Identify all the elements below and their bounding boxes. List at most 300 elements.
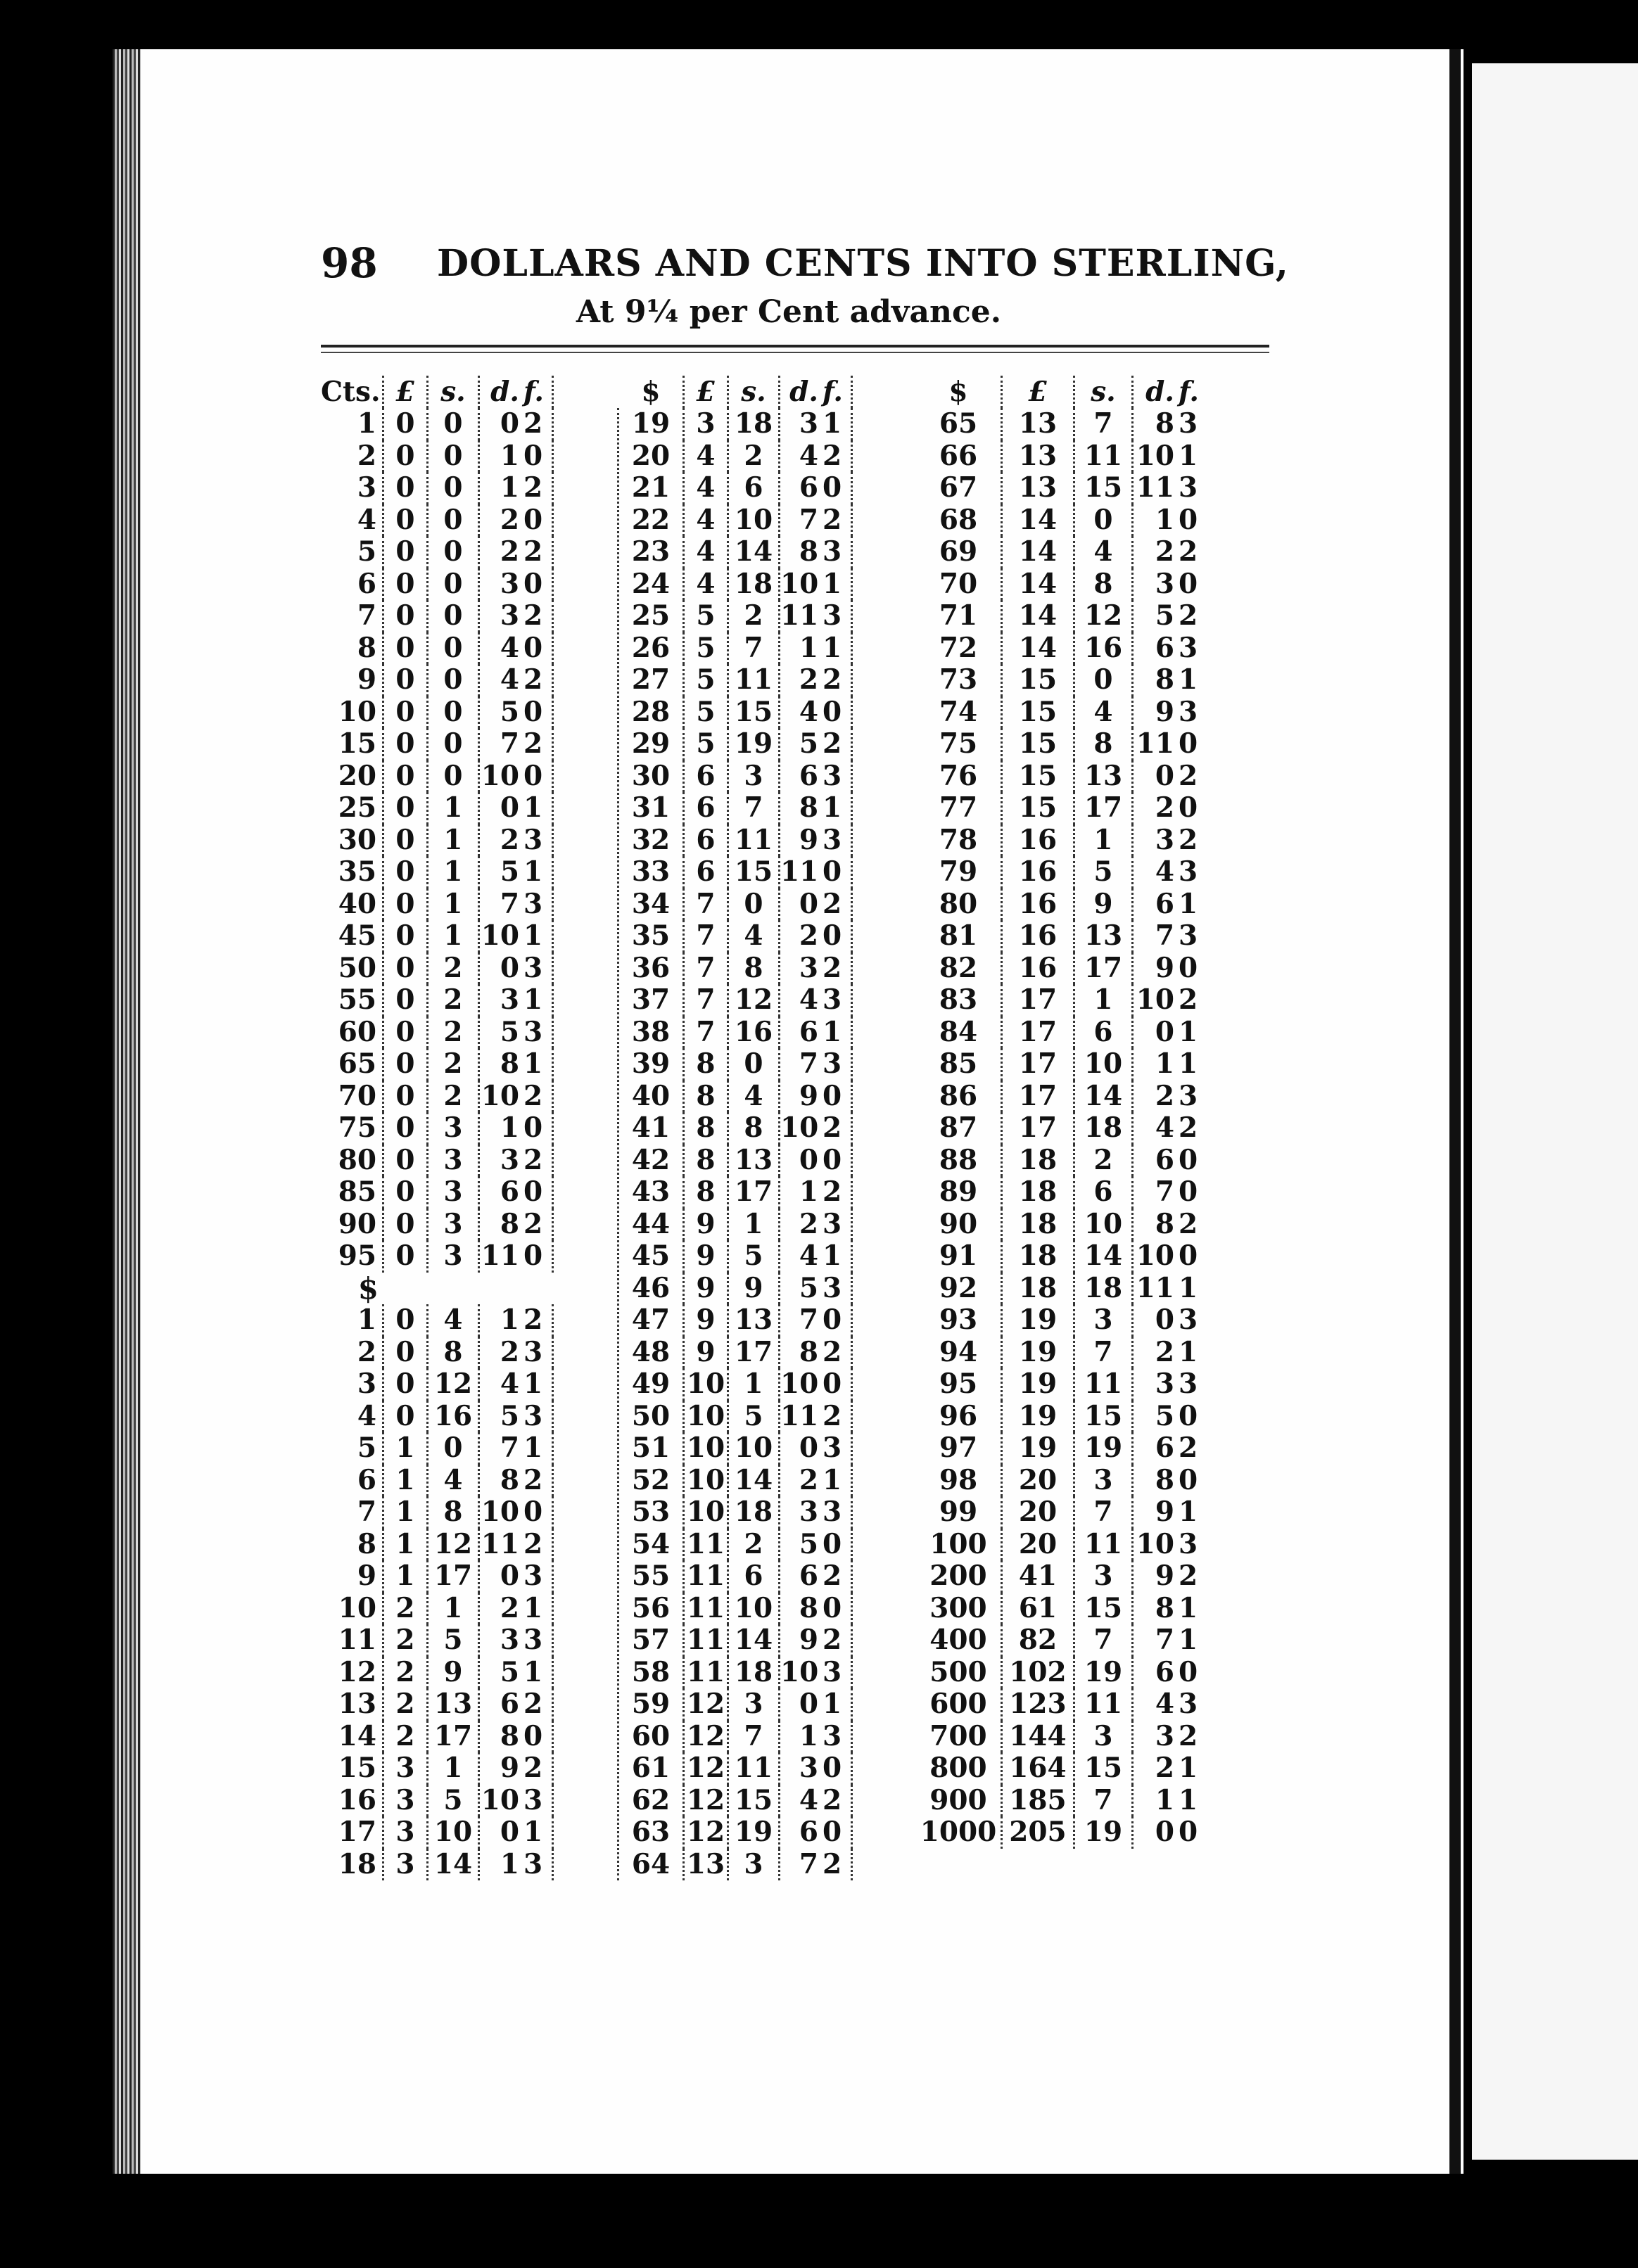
col-header-shillings: s. xyxy=(428,376,480,408)
amount-cell: 99 xyxy=(916,1496,1003,1529)
table-row xyxy=(321,1145,554,1177)
pence-cell: 7 xyxy=(500,1432,519,1464)
farthings-cell: 3 xyxy=(523,1849,554,1881)
amount-cell: 54 xyxy=(619,1529,685,1561)
table-row xyxy=(916,1593,1207,1625)
table-row xyxy=(916,792,1207,824)
pounds-cell: 14 xyxy=(1003,536,1075,568)
farthings-cell: 2 xyxy=(523,664,554,696)
farthings-cell: 0 xyxy=(523,1176,554,1209)
farthings-cell: 2 xyxy=(823,1112,853,1145)
shillings-cell: 13 xyxy=(1075,920,1134,953)
farthings-cell: 0 xyxy=(823,696,853,729)
pounds-cell: 20 xyxy=(1003,1496,1075,1529)
pounds-cell: 5 xyxy=(685,696,729,729)
pence-cell: 0 xyxy=(1155,1816,1174,1848)
amount-cell: 73 xyxy=(916,664,1003,696)
shillings-cell: 8 xyxy=(1075,728,1134,760)
pence-cell: 8 xyxy=(799,535,818,568)
table-row xyxy=(916,760,1207,793)
pounds-cell: 11 xyxy=(685,1624,729,1657)
pounds-cell: 9 xyxy=(685,1209,729,1241)
table-row xyxy=(321,728,554,760)
shillings-cell: 2 xyxy=(428,984,480,1017)
pounds-cell: 14 xyxy=(1003,600,1075,632)
pence-cell: 6 xyxy=(1155,1655,1174,1688)
shillings-cell: 14 xyxy=(1075,1240,1134,1273)
amount-cell: 18 xyxy=(321,1849,384,1881)
table-row xyxy=(321,664,554,696)
farthings-cell: 2 xyxy=(523,408,554,440)
amount-cell: 35 xyxy=(619,920,685,953)
pence-cell: 9 xyxy=(1155,695,1174,728)
farthings-cell: 1 xyxy=(1179,1783,1198,1816)
pence-cell: 1 xyxy=(799,1719,818,1752)
amount-cell: 5 xyxy=(321,1432,384,1465)
farthings-cell: 3 xyxy=(823,1209,853,1241)
col-header-cts: Cts. xyxy=(321,376,384,408)
table-row xyxy=(916,536,1207,568)
amount-cell: 41 xyxy=(619,1112,685,1145)
shillings-cell: 11 xyxy=(1075,1368,1134,1401)
farthings-cell: 3 xyxy=(1179,631,1198,664)
amount-cell: 95 xyxy=(321,1240,384,1273)
amount-cell: 55 xyxy=(619,1560,685,1593)
shillings-cell: 5 xyxy=(729,1401,780,1433)
shillings-cell: 0 xyxy=(428,568,480,601)
pence-cell: 8 xyxy=(1155,1463,1174,1496)
pence-cell: 7 xyxy=(1155,919,1174,952)
table-row xyxy=(619,1209,853,1241)
amount-cell: 500 xyxy=(916,1657,1003,1689)
farthings-cell: 3 xyxy=(1179,695,1198,728)
pounds-cell: 9 xyxy=(685,1273,729,1305)
pounds-cell: 0 xyxy=(384,664,428,696)
pence-cell: 1 xyxy=(500,471,519,504)
farthings-cell: 0 xyxy=(1179,503,1198,536)
shillings-cell: 18 xyxy=(1075,1273,1134,1305)
pence-cell: 9 xyxy=(1155,951,1174,984)
col-header-dollars: $ xyxy=(916,376,1003,408)
shillings-cell: 12 xyxy=(1075,600,1134,632)
pounds-cell: 1 xyxy=(384,1560,428,1593)
farthings-cell: 2 xyxy=(523,1465,554,1497)
pence-cell: 9 xyxy=(1155,1496,1174,1528)
amount-cell: 4 xyxy=(321,504,384,537)
shillings-cell: 19 xyxy=(1075,1657,1134,1689)
pounds-cell: 0 xyxy=(384,568,428,601)
shillings-cell: 0 xyxy=(428,760,480,793)
column-gap xyxy=(853,408,916,1880)
pounds-cell: 0 xyxy=(384,1048,428,1081)
pounds-cell: 3 xyxy=(384,1752,428,1785)
table-row xyxy=(916,568,1207,601)
shillings-cell: 19 xyxy=(1075,1432,1134,1465)
amount-cell: 63 xyxy=(619,1816,685,1849)
table-row xyxy=(916,1081,1207,1113)
amount-cell: 87 xyxy=(916,1112,1003,1145)
pence-cell: 0 xyxy=(500,1816,519,1848)
farthings-cell: 0 xyxy=(1179,1176,1198,1208)
pounds-cell: 10 xyxy=(685,1368,729,1401)
pence-cell: 7 xyxy=(500,727,519,760)
pence-cell: 8 xyxy=(500,1207,519,1240)
farthings-cell: 3 xyxy=(1179,1079,1198,1112)
table-body xyxy=(321,408,1269,1880)
table-row xyxy=(321,1240,554,1273)
amount-cell: 37 xyxy=(619,984,685,1017)
amount-cell: 8 xyxy=(321,1529,384,1561)
farthings-cell: 2 xyxy=(823,440,853,473)
pounds-cell: 16 xyxy=(1003,824,1075,857)
shillings-cell: 2 xyxy=(729,440,780,473)
farthings-cell: 0 xyxy=(1179,791,1198,824)
amount-cell: 47 xyxy=(619,1304,685,1337)
table-row xyxy=(321,1529,554,1561)
pounds-cell: 2 xyxy=(384,1721,428,1753)
pounds-cell: 20 xyxy=(1003,1529,1075,1561)
shillings-cell: 2 xyxy=(428,953,480,985)
amount-cell: 64 xyxy=(619,1849,685,1881)
shillings-cell: 12 xyxy=(428,1368,480,1401)
shillings-cell: 10 xyxy=(729,1432,780,1465)
table-row xyxy=(916,1112,1207,1145)
farthings-cell: 3 xyxy=(523,1017,554,1049)
shillings-cell: 18 xyxy=(729,1496,780,1529)
pounds-cell: 0 xyxy=(384,888,428,921)
pence-cell: 2 xyxy=(1155,1079,1174,1112)
pence-cell: 5 xyxy=(799,727,818,760)
shillings-cell: 0 xyxy=(428,664,480,696)
amount-cell: 44 xyxy=(619,1209,685,1241)
table-row xyxy=(321,1657,554,1689)
amount-cell: 82 xyxy=(916,953,1003,985)
table-row xyxy=(916,1145,1207,1177)
col-header-farthings: f. xyxy=(823,376,853,408)
pence-cell: 10 xyxy=(1136,439,1174,472)
shillings-cell: 18 xyxy=(1075,1112,1134,1145)
pounds-cell: 16 xyxy=(1003,953,1075,985)
pounds-cell: 8 xyxy=(685,1145,729,1177)
shillings-cell: 3 xyxy=(428,1209,480,1241)
shillings-cell: 0 xyxy=(428,440,480,473)
shillings-cell: 6 xyxy=(1075,1176,1134,1209)
amount-cell: 86 xyxy=(916,1081,1003,1113)
table-row xyxy=(916,1465,1207,1497)
table-row xyxy=(321,1721,554,1753)
amount-cell: 74 xyxy=(916,696,1003,729)
col-header-dollars: $ xyxy=(619,376,685,408)
pence-cell: 10 xyxy=(1136,1240,1174,1272)
amount-cell: 600 xyxy=(916,1688,1003,1721)
farthings-cell: 2 xyxy=(823,1401,853,1433)
amount-cell: 67 xyxy=(916,472,1003,504)
shillings-cell: 5 xyxy=(428,1624,480,1657)
pounds-cell: 4 xyxy=(685,504,729,537)
farthings-cell: 1 xyxy=(823,792,853,824)
table-row xyxy=(321,568,554,601)
farthings-cell: 3 xyxy=(823,1657,853,1689)
shillings-cell: 2 xyxy=(428,1081,480,1113)
amount-cell: 81 xyxy=(916,920,1003,953)
shillings-cell: 4 xyxy=(729,920,780,953)
table-row xyxy=(321,888,554,921)
table-row xyxy=(916,953,1207,985)
shillings-cell: 0 xyxy=(428,536,480,568)
table-row xyxy=(619,536,853,568)
amount-cell: 50 xyxy=(619,1401,685,1433)
table-row xyxy=(619,1017,853,1049)
farthings-cell: 1 xyxy=(1179,1047,1198,1080)
table-row xyxy=(321,856,554,888)
farthings-cell: 3 xyxy=(823,1273,853,1305)
table-row xyxy=(321,408,554,440)
farthings-cell: 2 xyxy=(1179,823,1198,856)
pounds-cell: 12 xyxy=(685,1688,729,1721)
farthings-cell: 2 xyxy=(523,536,554,568)
pounds-cell: 4 xyxy=(685,536,729,568)
pence-cell: 8 xyxy=(799,791,818,824)
table-row xyxy=(321,1112,554,1145)
farthings-cell: 0 xyxy=(1179,1463,1198,1496)
table-row xyxy=(619,696,853,729)
pounds-cell: 10 xyxy=(685,1401,729,1433)
table-row xyxy=(916,1752,1207,1785)
amount-cell: 30 xyxy=(321,824,384,857)
pence-cell: 5 xyxy=(1155,1399,1174,1432)
farthings-cell: 3 xyxy=(823,1721,853,1753)
amount-cell: 6 xyxy=(321,568,384,601)
pounds-cell: 8 xyxy=(685,1176,729,1209)
shillings-cell: 1 xyxy=(1075,824,1134,857)
shillings-cell: 5 xyxy=(1075,856,1134,888)
pence-cell: 4 xyxy=(1155,855,1174,888)
table-row xyxy=(619,1688,853,1721)
pence-cell: 7 xyxy=(799,1304,818,1336)
pounds-cell: 13 xyxy=(1003,408,1075,440)
farthings-cell: 2 xyxy=(1179,983,1198,1016)
pounds-cell: 15 xyxy=(1003,664,1075,696)
amount-cell: 52 xyxy=(619,1465,685,1497)
pounds-cell: 11 xyxy=(685,1657,729,1689)
farthings-cell: 1 xyxy=(1179,1591,1198,1624)
table-row xyxy=(619,440,853,473)
pence-cell: 4 xyxy=(1155,1111,1174,1144)
farthings-cell: 0 xyxy=(823,856,853,888)
table-row xyxy=(619,1496,853,1529)
farthings-cell: 0 xyxy=(823,920,853,953)
col-header-farthings: f. xyxy=(1179,376,1199,408)
pence-cell: 5 xyxy=(799,1527,818,1560)
amount-cell: 57 xyxy=(619,1624,685,1657)
amount-cell: 42 xyxy=(619,1145,685,1177)
pounds-cell: 0 xyxy=(384,600,428,632)
pounds-cell: 6 xyxy=(685,760,729,793)
table-row xyxy=(619,408,853,440)
pence-cell: 5 xyxy=(500,1655,519,1688)
pounds-cell: 0 xyxy=(384,1240,428,1273)
pence-cell: 3 xyxy=(799,951,818,984)
table-row xyxy=(321,1017,554,1049)
shillings-cell: 10 xyxy=(1075,1209,1134,1241)
farthings-cell: 3 xyxy=(823,600,853,632)
farthings-cell: 3 xyxy=(523,1785,554,1817)
pounds-cell: 4 xyxy=(685,472,729,504)
amount-cell: 100 xyxy=(916,1529,1003,1561)
amount-cell: 28 xyxy=(619,696,685,729)
farthings-cell: 3 xyxy=(1179,1688,1198,1720)
amount-cell: 5 xyxy=(321,536,384,568)
table-row xyxy=(321,1304,554,1337)
shillings-cell: 16 xyxy=(729,1017,780,1049)
shillings-cell: 15 xyxy=(729,696,780,729)
amount-cell: 31 xyxy=(619,792,685,824)
farthings-cell: 3 xyxy=(523,1337,554,1369)
table-row xyxy=(916,1624,1207,1657)
col-header-pounds: £ xyxy=(685,376,729,408)
shillings-cell: 7 xyxy=(1075,1496,1134,1529)
shillings-cell: 7 xyxy=(729,632,780,665)
pounds-cell: 5 xyxy=(685,632,729,665)
shillings-cell: 2 xyxy=(428,1017,480,1049)
farthings-cell: 0 xyxy=(1179,951,1198,984)
table-row xyxy=(619,1401,853,1433)
table-row xyxy=(916,440,1207,473)
shillings-cell: 15 xyxy=(729,856,780,888)
amount-cell: 7 xyxy=(321,1496,384,1529)
amount-cell: 62 xyxy=(619,1785,685,1817)
farthings-cell: 2 xyxy=(1179,1432,1198,1464)
farthings-cell: 2 xyxy=(1179,1111,1198,1144)
table-row xyxy=(321,1209,554,1241)
pounds-cell: 0 xyxy=(384,632,428,665)
running-title: DOLLARS AND CENTS INTO STERLING, xyxy=(437,242,1289,285)
column-group-cents-dollars xyxy=(321,408,554,1880)
amount-cell: 34 xyxy=(619,888,685,921)
shillings-cell: 9 xyxy=(1075,888,1134,921)
shillings-cell: 1 xyxy=(428,1752,480,1785)
pence-cell: 0 xyxy=(500,951,519,984)
table-header-row xyxy=(321,366,1269,408)
farthings-cell: 1 xyxy=(823,1465,853,1497)
farthings-cell: 1 xyxy=(1179,1496,1198,1528)
farthings-cell: 0 xyxy=(523,696,554,729)
shillings-cell: 8 xyxy=(729,953,780,985)
farthings-cell: 1 xyxy=(1179,663,1198,696)
pounds-cell: 12 xyxy=(685,1785,729,1817)
farthings-cell: 1 xyxy=(523,1048,554,1081)
amount-cell: 76 xyxy=(916,760,1003,793)
pounds-cell: 11 xyxy=(685,1529,729,1561)
pounds-cell: 19 xyxy=(1003,1368,1075,1401)
pounds-cell: 0 xyxy=(384,984,428,1017)
col-header-pence: d. xyxy=(490,376,519,408)
shillings-cell: 2 xyxy=(729,1529,780,1561)
farthings-cell: 0 xyxy=(1179,727,1198,760)
table-row xyxy=(321,1337,554,1369)
shillings-cell: 1 xyxy=(428,920,480,953)
table-row xyxy=(916,920,1207,953)
pounds-cell: 2 xyxy=(384,1624,428,1657)
shillings-cell: 0 xyxy=(428,728,480,760)
pounds-cell: 0 xyxy=(384,440,428,473)
farthings-cell: 0 xyxy=(823,1816,853,1849)
amount-cell: 46 xyxy=(619,1273,685,1305)
pounds-cell: 19 xyxy=(1003,1304,1075,1337)
farthings-cell: 2 xyxy=(823,1176,853,1209)
table-row xyxy=(916,1785,1207,1817)
farthings-cell: 0 xyxy=(1179,567,1198,600)
amount-cell: 97 xyxy=(916,1432,1003,1465)
table-row xyxy=(619,1657,853,1689)
amount-cell: 90 xyxy=(916,1209,1003,1241)
amount-cell: 80 xyxy=(916,888,1003,921)
farthings-cell: 0 xyxy=(523,1112,554,1145)
table-row xyxy=(916,856,1207,888)
pounds-cell: 2 xyxy=(384,1657,428,1689)
farthings-cell: 2 xyxy=(1179,599,1198,632)
amount-cell: 4 xyxy=(321,1401,384,1433)
shillings-cell: 4 xyxy=(428,1304,480,1337)
page-number: 98 xyxy=(321,239,378,287)
pounds-cell: 11 xyxy=(685,1593,729,1625)
farthings-cell: 2 xyxy=(823,888,853,921)
table-row xyxy=(619,1081,853,1113)
shillings-cell: 11 xyxy=(729,1752,780,1785)
shillings-cell: 17 xyxy=(1075,953,1134,985)
shillings-cell: 9 xyxy=(729,1273,780,1305)
table-row xyxy=(619,760,853,793)
farthings-cell: 2 xyxy=(823,504,853,537)
shillings-cell: 19 xyxy=(1075,1816,1134,1849)
pounds-cell: 0 xyxy=(384,1368,428,1401)
pounds-cell: 8 xyxy=(685,1081,729,1113)
farthings-cell: 0 xyxy=(523,568,554,601)
pence-cell: 11 xyxy=(780,599,819,632)
table-row xyxy=(321,824,554,857)
pounds-cell: 4 xyxy=(685,440,729,473)
pounds-cell: 20 xyxy=(1003,1465,1075,1497)
pence-cell: 3 xyxy=(500,983,519,1016)
pounds-cell: 123 xyxy=(1003,1688,1075,1721)
table-row xyxy=(619,1145,853,1177)
pence-cell: 0 xyxy=(799,1688,818,1720)
table-row xyxy=(619,664,853,696)
shillings-cell: 1 xyxy=(1075,984,1134,1017)
table-row xyxy=(321,536,554,568)
farthings-cell: 2 xyxy=(823,1337,853,1369)
amount-cell: 38 xyxy=(619,1017,685,1049)
table-row xyxy=(619,1112,853,1145)
farthings-cell: 3 xyxy=(1179,1368,1198,1400)
table-row xyxy=(619,1304,853,1337)
shillings-cell: 0 xyxy=(428,1432,480,1465)
pounds-cell: 0 xyxy=(384,1337,428,1369)
pence-cell: 3 xyxy=(1155,1368,1174,1400)
shillings-cell: 0 xyxy=(428,504,480,537)
pence-cell: 5 xyxy=(799,1271,818,1304)
table-row xyxy=(619,1849,853,1881)
table-row xyxy=(619,1560,853,1593)
farthings-cell: 1 xyxy=(1179,1624,1198,1656)
farthings-cell: 2 xyxy=(1179,535,1198,568)
shillings-cell: 3 xyxy=(1075,1465,1134,1497)
pence-cell: 2 xyxy=(500,823,519,856)
pence-cell: 1 xyxy=(799,1176,818,1208)
shillings-cell: 17 xyxy=(1075,792,1134,824)
farthings-cell: 1 xyxy=(523,856,554,888)
table-row xyxy=(916,1432,1207,1465)
